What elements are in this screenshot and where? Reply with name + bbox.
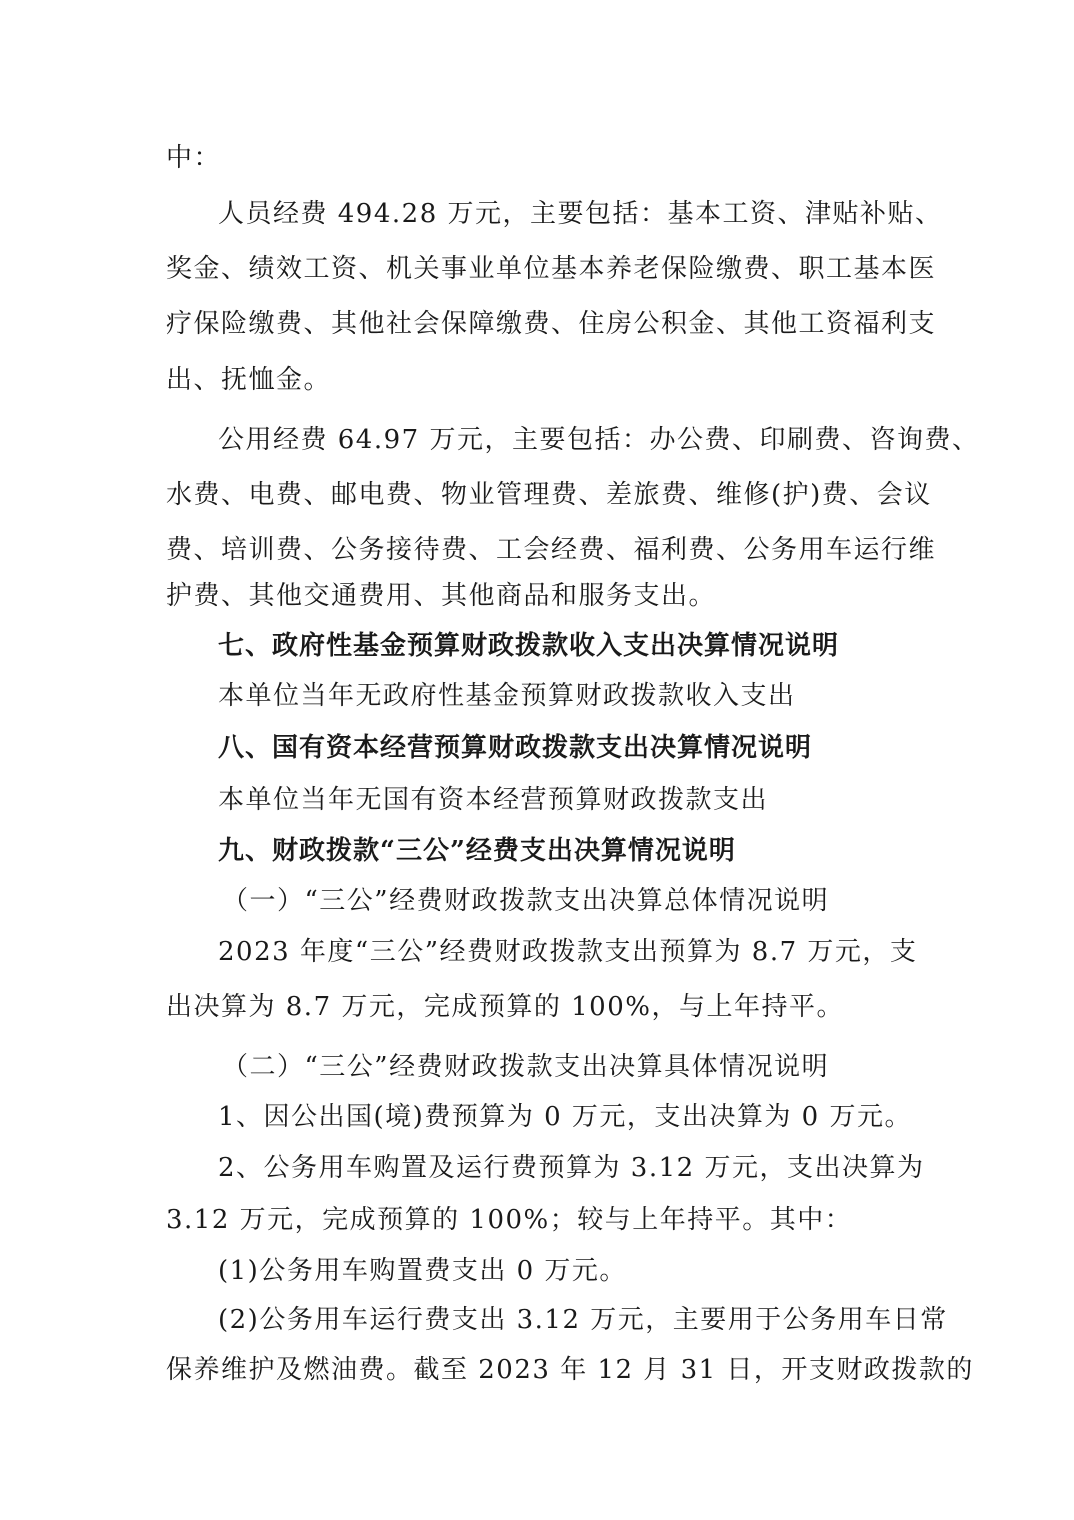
text-line: 费、培训费、公务接待费、工会经费、福利费、公务用车运行维 [166,535,937,565]
text-line: 人员经费 494.28 万元，主要包括：基本工资、津贴补贴、 [218,199,943,229]
section-heading: 九、财政拨款“三公”经费支出决算情况说明 [218,836,736,866]
subsection-heading: （一）“三公”经费财政拨款支出决算总体情况说明 [222,886,830,916]
text-line: 奖金、绩效工资、机关事业单位基本养老保险缴费、职工基本医 [166,254,937,284]
text-line: (1)公务用车购置费支出 0 万元。 [218,1256,627,1286]
text-line: 本单位当年无政府性基金预算财政拨款收入支出 [218,681,796,711]
text-line: (2)公务用车运行费支出 3.12 万元，主要用于公务用车日常 [218,1305,948,1335]
text-line: 疗保险缴费、其他社会保障缴费、住房公积金、其他工资福利支 [166,309,937,339]
text-line: 2023 年度“三公”经费财政拨款支出预算为 8.7 万元，支 [218,937,918,967]
text-line: 公用经费 64.97 万元，主要包括：办公费、印刷费、咨询费、 [218,425,980,455]
subsection-heading: （二）“三公”经费财政拨款支出决算具体情况说明 [222,1052,830,1082]
text-line: 出决算为 8.7 万元，完成预算的 100%，与上年持平。 [166,992,844,1022]
section-heading: 八、国有资本经营预算财政拨款支出决算情况说明 [218,733,813,763]
text-line: 1、因公出国(境)费预算为 0 万元，支出决算为 0 万元。 [218,1102,912,1132]
text-line: 本单位当年无国有资本经营预算财政拨款支出 [218,785,769,815]
text-line: 出、抚恤金。 [166,365,332,395]
text-line: 护费、其他交通费用、其他商品和服务支出。 [166,581,717,611]
text-line: 中： [166,143,222,173]
text-line: 水费、电费、邮电费、物业管理费、差旅费、维修(护)费、会议 [166,480,932,510]
section-heading: 七、政府性基金预算财政拨款收入支出决算情况说明 [218,631,840,661]
text-line: 2、公务用车购置及运行费预算为 3.12 万元，支出决算为 [218,1153,925,1183]
text-line: 3.12 万元，完成预算的 100%；较与上年持平。其中： [166,1205,853,1235]
text-line: 保养维护及燃油费。截至 2023 年 12 月 31 日，开支财政拨款的 [166,1355,974,1385]
